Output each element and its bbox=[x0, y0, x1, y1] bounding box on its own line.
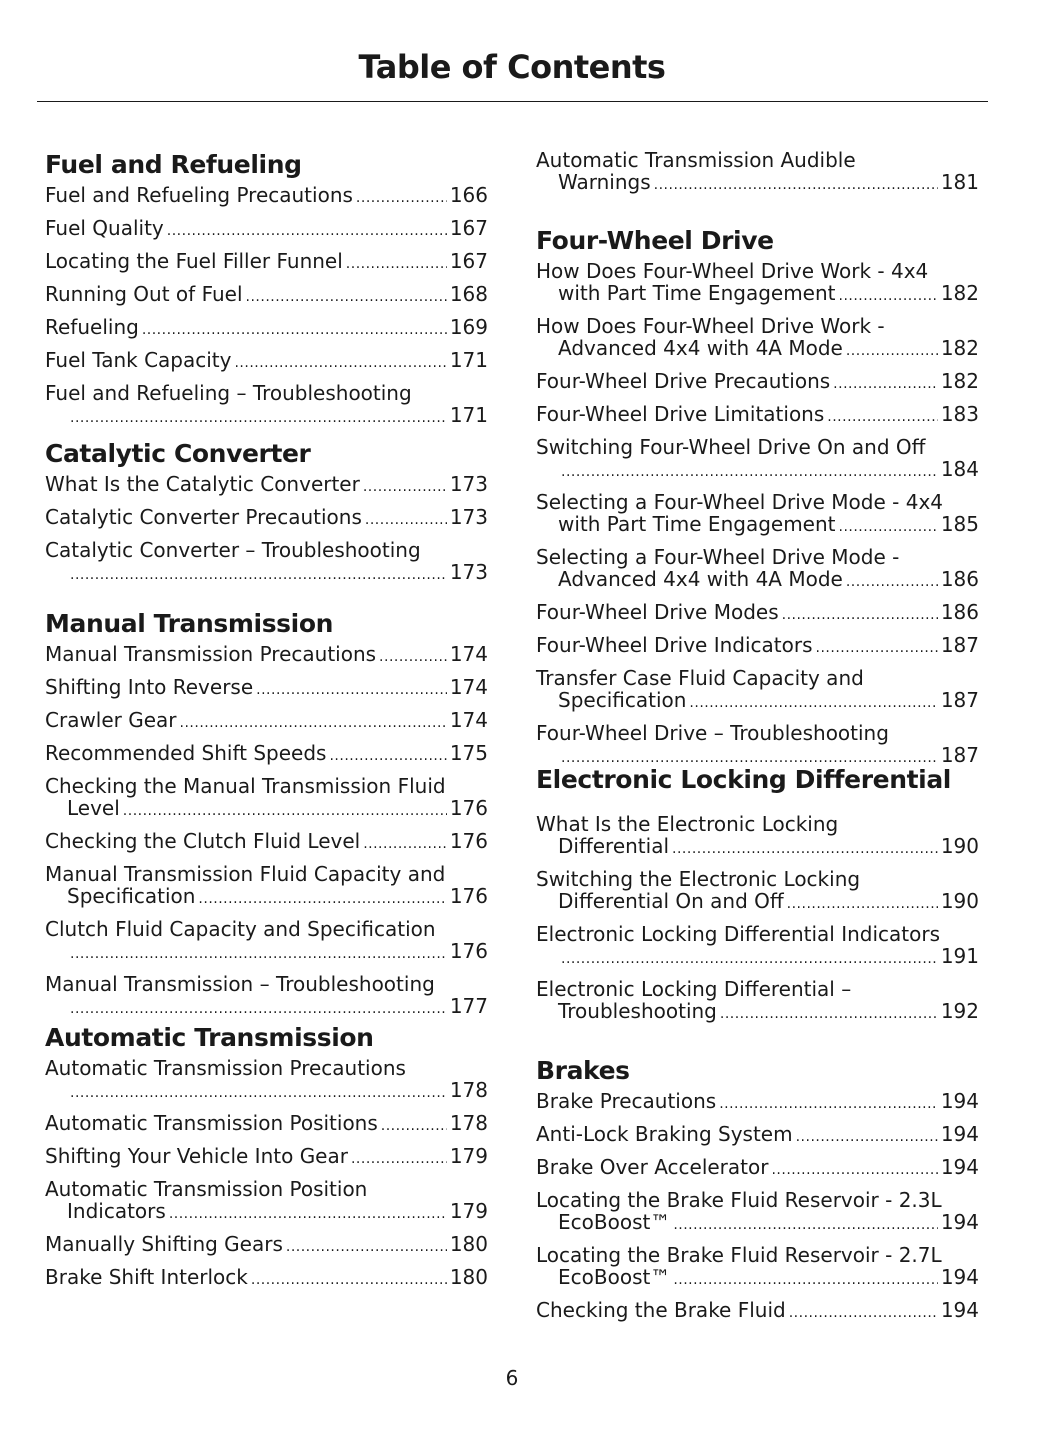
toc-entry-title: Electronic Locking Differential Indicators bbox=[536, 922, 941, 946]
dot-leader bbox=[833, 373, 938, 395]
dot-leader bbox=[251, 1269, 447, 1291]
toc-entry-page-number: 182 bbox=[940, 369, 979, 393]
dot-leader bbox=[846, 571, 938, 593]
toc-entry-title: How Does Four-Wheel Drive Work - 4x4 bbox=[536, 259, 929, 283]
toc-entry-title-continued: EcoBoost™ bbox=[558, 1265, 671, 1289]
toc-entry-title: Refueling bbox=[45, 315, 139, 339]
toc-entry-title: Running Out of Fuel bbox=[45, 282, 243, 306]
toc-section-automatic-transmission bbox=[45, 1021, 488, 1299]
toc-entry-page-number: 176 bbox=[449, 884, 488, 908]
toc-entry[interactable] bbox=[536, 868, 979, 915]
toc-entry-title: Four-Wheel Drive – Troubleshooting bbox=[536, 721, 889, 745]
toc-entry[interactable] bbox=[536, 546, 979, 593]
toc-entry-page-number: 173 bbox=[449, 472, 488, 496]
toc-entry-page-number: 186 bbox=[940, 600, 979, 624]
toc-entry-title-continued: with Part Time Engagement bbox=[558, 512, 836, 536]
dot-leader bbox=[351, 1148, 447, 1170]
toc-entry-title: Recommended Shift Speeds bbox=[45, 741, 327, 765]
dot-leader bbox=[846, 340, 938, 362]
dot-leader bbox=[839, 285, 938, 307]
dot-leader bbox=[771, 1159, 937, 1181]
toc-entry-title: Fuel and Refueling Precautions bbox=[45, 183, 353, 207]
toc-entry[interactable] bbox=[536, 1123, 979, 1148]
toc-entry[interactable] bbox=[536, 403, 979, 428]
dot-leader bbox=[365, 509, 447, 531]
toc-entry[interactable] bbox=[45, 918, 488, 965]
toc-entry-title-continued: Troubleshooting bbox=[558, 999, 717, 1023]
toc-entry[interactable] bbox=[45, 184, 488, 209]
toc-entry-page-number: 180 bbox=[449, 1232, 488, 1256]
toc-entry-page-number: 167 bbox=[449, 216, 488, 240]
toc-entry[interactable] bbox=[45, 382, 488, 429]
dot-leader bbox=[787, 893, 938, 915]
toc-entry-title: Catalytic Converter – Troubleshooting bbox=[45, 538, 421, 562]
toc-entry-title: Fuel and Refueling – Troubleshooting bbox=[45, 381, 412, 405]
toc-entry-title: Four-Wheel Drive Indicators bbox=[536, 633, 813, 657]
toc-entry-title-continued: Differential On and Off bbox=[558, 889, 784, 913]
dot-leader bbox=[123, 800, 447, 822]
toc-entry-page-number: 194 bbox=[940, 1298, 979, 1322]
toc-entry-page-number: 176 bbox=[449, 796, 488, 820]
dot-leader bbox=[356, 187, 447, 209]
toc-entry-title: Automatic Transmission Audible bbox=[536, 148, 856, 172]
toc-entry-title: Automatic Transmission Position bbox=[45, 1177, 368, 1201]
toc-entry-page-number: 187 bbox=[940, 743, 979, 767]
toc-entry-title: Locating the Brake Fluid Reservoir - 2.3L bbox=[536, 1188, 942, 1212]
dot-leader bbox=[789, 1302, 938, 1324]
toc-entry-page-number: 167 bbox=[449, 249, 488, 273]
toc-entry[interactable] bbox=[536, 667, 979, 714]
toc-entry-title: Four-Wheel Drive Limitations bbox=[536, 402, 825, 426]
toc-entry-title: Manual Transmission – Troubleshooting bbox=[45, 972, 435, 996]
toc-entry-page-number: 191 bbox=[940, 944, 979, 968]
toc-entry-title: Switching the Electronic Locking bbox=[536, 867, 861, 891]
toc-entry-page-number: 174 bbox=[449, 708, 488, 732]
toc-entry-title-continued: EcoBoost™ bbox=[558, 1210, 671, 1234]
toc-entry-page-number: 187 bbox=[940, 688, 979, 712]
toc-entry-title: Fuel Tank Capacity bbox=[45, 348, 232, 372]
dot-leader bbox=[142, 319, 447, 341]
section-heading: Electronic Locking Differential bbox=[536, 765, 951, 794]
toc-entry-page-number: 194 bbox=[940, 1210, 979, 1234]
toc-entry-title: Manual Transmission Fluid Capacity and bbox=[45, 862, 446, 886]
toc-entry-page-number: 171 bbox=[449, 403, 488, 427]
toc-entry-title: How Does Four-Wheel Drive Work - bbox=[536, 314, 885, 338]
dot-leader bbox=[816, 637, 938, 659]
toc-entry-page-number: 194 bbox=[940, 1265, 979, 1289]
toc-section-manual-transmission bbox=[45, 607, 488, 1028]
section-heading: Automatic Transmission bbox=[45, 1023, 374, 1052]
dot-leader bbox=[654, 174, 938, 196]
toc-entry-page-number: 179 bbox=[449, 1144, 488, 1168]
dot-leader bbox=[234, 352, 446, 374]
toc-entry-title: Locating the Brake Fluid Reservoir - 2.7L bbox=[536, 1243, 942, 1267]
toc-entry-title: Brake Precautions bbox=[536, 1089, 717, 1113]
toc-entry[interactable] bbox=[45, 830, 488, 855]
toc-entry-page-number: 175 bbox=[449, 741, 488, 765]
toc-entry[interactable] bbox=[45, 1233, 488, 1258]
toc-entry[interactable] bbox=[536, 436, 979, 483]
toc-entry-page-number: 176 bbox=[449, 829, 488, 853]
toc-entry-title: Shifting Your Vehicle Into Gear bbox=[45, 1144, 348, 1168]
toc-entry[interactable] bbox=[536, 1299, 979, 1324]
toc-entry-title: What Is the Catalytic Converter bbox=[45, 472, 360, 496]
toc-entry[interactable] bbox=[45, 1112, 488, 1137]
title-divider bbox=[37, 101, 988, 102]
toc-entry-title-continued: Differential bbox=[558, 834, 670, 858]
toc-entry[interactable] bbox=[45, 643, 488, 668]
toc-entry[interactable] bbox=[45, 1178, 488, 1225]
toc-entry-page-number: 166 bbox=[449, 183, 488, 207]
toc-entry[interactable] bbox=[536, 1189, 979, 1236]
toc-entry[interactable] bbox=[45, 709, 488, 734]
toc-entry[interactable] bbox=[45, 1266, 488, 1291]
toc-entry[interactable] bbox=[45, 863, 488, 910]
toc-entry-page-number: 194 bbox=[940, 1155, 979, 1179]
toc-entry-title: Shifting Into Reverse bbox=[45, 675, 254, 699]
toc-entry-title: Locating the Fuel Filler Funnel bbox=[45, 249, 343, 273]
dot-leader bbox=[286, 1236, 447, 1258]
toc-section-catalytic-converter bbox=[45, 437, 488, 594]
toc-entry[interactable] bbox=[45, 676, 488, 701]
toc-entry-title: Checking the Manual Transmission Fluid bbox=[45, 774, 446, 798]
toc-entry[interactable] bbox=[536, 1244, 979, 1291]
toc-entry-page-number: 192 bbox=[940, 999, 979, 1023]
section-heading: Manual Transmission bbox=[45, 609, 333, 638]
toc-section-fuel-and-refueling bbox=[45, 148, 488, 437]
dot-leader bbox=[70, 564, 447, 586]
toc-entry[interactable] bbox=[536, 923, 979, 970]
toc-entry-page-number: 174 bbox=[449, 675, 488, 699]
toc-entry-title: Fuel Quality bbox=[45, 216, 164, 240]
toc-entry-title: Four-Wheel Drive Precautions bbox=[536, 369, 831, 393]
toc-entry-title-continued: Indicators bbox=[67, 1199, 166, 1223]
section-heading: Brakes bbox=[536, 1056, 630, 1085]
toc-entry-page-number: 185 bbox=[940, 512, 979, 536]
toc-entry[interactable] bbox=[536, 601, 979, 626]
toc-entry-page-number: 173 bbox=[449, 560, 488, 584]
toc-entry[interactable] bbox=[536, 813, 979, 860]
dot-leader bbox=[720, 1003, 938, 1025]
toc-entry-title-continued: Warnings bbox=[558, 170, 651, 194]
toc-entry-title-continued: Advanced 4x4 with 4A Mode bbox=[558, 567, 843, 591]
toc-entry-title-continued: Advanced 4x4 with 4A Mode bbox=[558, 336, 843, 360]
toc-entry[interactable] bbox=[45, 1057, 488, 1104]
dot-leader bbox=[329, 745, 446, 767]
toc-entry-title: Switching Four-Wheel Drive On and Off bbox=[536, 435, 926, 459]
toc-entry-page-number: 194 bbox=[940, 1089, 979, 1113]
toc-entry[interactable] bbox=[536, 1090, 979, 1115]
toc-entry-page-number: 183 bbox=[940, 402, 979, 426]
toc-section-four-wheel-drive bbox=[536, 224, 979, 777]
toc-entry-title-continued: with Part Time Engagement bbox=[558, 281, 836, 305]
toc-entry-page-number: 177 bbox=[449, 994, 488, 1018]
toc-entry[interactable] bbox=[45, 217, 488, 242]
toc-entry-title: Brake Over Accelerator bbox=[536, 1155, 769, 1179]
dot-leader bbox=[246, 286, 447, 308]
dot-leader bbox=[363, 833, 447, 855]
dot-leader bbox=[70, 943, 447, 965]
dot-leader bbox=[719, 1093, 938, 1115]
toc-entry[interactable] bbox=[45, 1145, 488, 1170]
toc-entry-title: Transfer Case Fluid Capacity and bbox=[536, 666, 864, 690]
toc-entry-page-number: 190 bbox=[940, 834, 979, 858]
dot-leader bbox=[167, 220, 447, 242]
toc-entry[interactable] bbox=[536, 978, 979, 1025]
toc-entry-title: What Is the Electronic Locking bbox=[536, 812, 839, 836]
dot-leader bbox=[363, 476, 447, 498]
toc-entry-title: Manually Shifting Gears bbox=[45, 1232, 283, 1256]
toc-entry-page-number: 194 bbox=[940, 1122, 979, 1146]
toc-entry-title: Checking the Brake Fluid bbox=[536, 1298, 786, 1322]
toc-entry-title: Automatic Transmission Precautions bbox=[45, 1056, 406, 1080]
toc-entry[interactable] bbox=[536, 634, 979, 659]
dot-leader bbox=[796, 1126, 938, 1148]
toc-entry[interactable] bbox=[536, 491, 979, 538]
toc-entry[interactable] bbox=[536, 722, 979, 769]
dot-leader bbox=[839, 516, 938, 538]
dot-leader bbox=[70, 1082, 447, 1104]
toc-entry-page-number: 178 bbox=[449, 1111, 488, 1135]
toc-entry[interactable] bbox=[45, 973, 488, 1020]
dot-leader bbox=[198, 888, 446, 910]
dot-leader bbox=[673, 1269, 937, 1291]
toc-entry-page-number: 181 bbox=[940, 170, 979, 194]
toc-entry[interactable] bbox=[536, 1156, 979, 1181]
toc-entry-title: Crawler Gear bbox=[45, 708, 177, 732]
toc-entry[interactable] bbox=[536, 260, 979, 307]
page-number: 6 bbox=[505, 1366, 519, 1390]
toc-entry-title: Checking the Clutch Fluid Level bbox=[45, 829, 361, 853]
dot-leader bbox=[561, 948, 938, 970]
toc-entry-title: Selecting a Four-Wheel Drive Mode - bbox=[536, 545, 900, 569]
dot-leader bbox=[70, 998, 447, 1020]
toc-entry[interactable] bbox=[45, 506, 488, 531]
toc-entry-title-continued: Specification bbox=[558, 688, 687, 712]
toc-section-continued bbox=[536, 149, 979, 204]
toc-entry-title: Electronic Locking Differential – bbox=[536, 977, 852, 1001]
dot-leader bbox=[827, 406, 938, 428]
dot-leader bbox=[689, 692, 937, 714]
dot-leader bbox=[672, 838, 938, 860]
toc-section-electronic-locking-differential bbox=[536, 763, 979, 1033]
toc-entry-page-number: 186 bbox=[940, 567, 979, 591]
toc-entry-page-number: 176 bbox=[449, 939, 488, 963]
toc-entry-title-continued: Specification bbox=[67, 884, 196, 908]
toc-entry[interactable] bbox=[45, 250, 488, 275]
toc-entry[interactable] bbox=[45, 349, 488, 374]
toc-entry[interactable] bbox=[536, 315, 979, 362]
toc-entry-title-continued: Level bbox=[67, 796, 120, 820]
toc-entry[interactable] bbox=[45, 316, 488, 341]
toc-entry-page-number: 179 bbox=[449, 1199, 488, 1223]
toc-entry[interactable] bbox=[45, 473, 488, 498]
toc-entry-title: Automatic Transmission Positions bbox=[45, 1111, 378, 1135]
toc-section-brakes bbox=[536, 1054, 979, 1332]
toc-entry[interactable] bbox=[536, 149, 979, 196]
toc-entry-title: Anti-Lock Braking System bbox=[536, 1122, 793, 1146]
toc-entry-title: Selecting a Four-Wheel Drive Mode - 4x4 bbox=[536, 490, 944, 514]
toc-entry-title: Catalytic Converter Precautions bbox=[45, 505, 362, 529]
dot-leader bbox=[381, 1115, 447, 1137]
toc-entry[interactable] bbox=[45, 775, 488, 822]
toc-entry[interactable] bbox=[45, 539, 488, 586]
dot-leader bbox=[782, 604, 938, 626]
section-heading: Four-Wheel Drive bbox=[536, 226, 774, 255]
dot-leader bbox=[561, 461, 938, 483]
dot-leader bbox=[256, 679, 447, 701]
dot-leader bbox=[70, 407, 447, 429]
toc-entry[interactable] bbox=[45, 283, 488, 308]
toc-entry[interactable] bbox=[45, 742, 488, 767]
toc-entry-page-number: 184 bbox=[940, 457, 979, 481]
toc-entry-page-number: 174 bbox=[449, 642, 488, 666]
dot-leader bbox=[673, 1214, 937, 1236]
dot-leader bbox=[379, 646, 447, 668]
toc-entry-page-number: 190 bbox=[940, 889, 979, 913]
section-heading: Catalytic Converter bbox=[45, 439, 311, 468]
toc-entry-page-number: 178 bbox=[449, 1078, 488, 1102]
toc-entry-title: Clutch Fluid Capacity and Specification bbox=[45, 917, 436, 941]
toc-entry-title: Four-Wheel Drive Modes bbox=[536, 600, 779, 624]
dot-leader bbox=[346, 253, 447, 275]
toc-entry-page-number: 182 bbox=[940, 281, 979, 305]
toc-entry-page-number: 180 bbox=[449, 1265, 488, 1289]
toc-entry-page-number: 173 bbox=[449, 505, 488, 529]
toc-entry-page-number: 168 bbox=[449, 282, 488, 306]
toc-entry-page-number: 171 bbox=[449, 348, 488, 372]
dot-leader bbox=[169, 1203, 447, 1225]
toc-entry-page-number: 182 bbox=[940, 336, 979, 360]
toc-entry-page-number: 187 bbox=[940, 633, 979, 657]
toc-entry-page-number: 169 bbox=[449, 315, 488, 339]
section-heading: Fuel and Refueling bbox=[45, 150, 302, 179]
toc-entry-title: Brake Shift Interlock bbox=[45, 1265, 248, 1289]
dot-leader bbox=[180, 712, 447, 734]
toc-entry[interactable] bbox=[536, 370, 979, 395]
toc-entry-title: Manual Transmission Precautions bbox=[45, 642, 377, 666]
page-title: Table of Contents bbox=[358, 48, 666, 86]
